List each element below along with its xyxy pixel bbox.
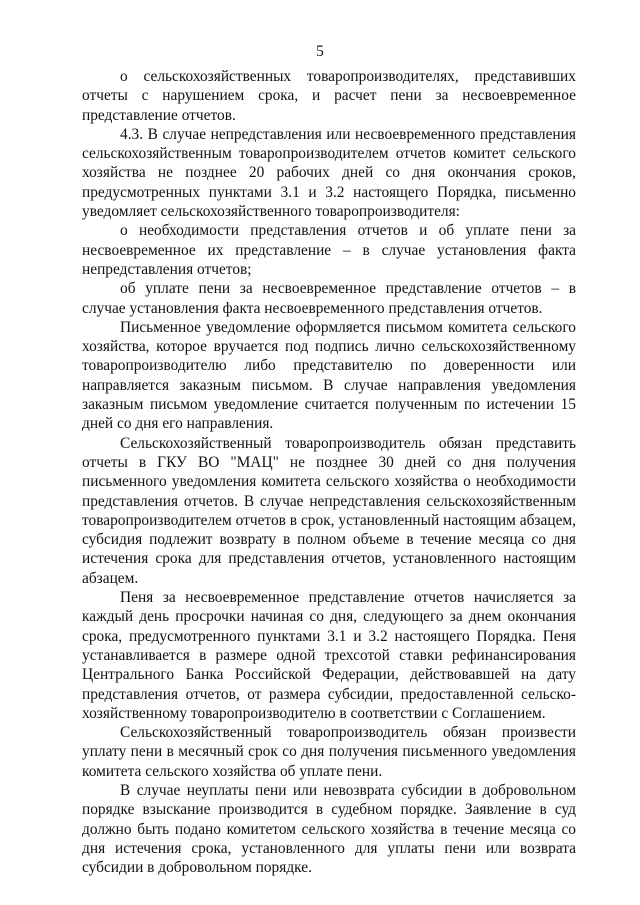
paragraph: о сельскохозяйственных товаропроизводителях, представивших отчеты с нарушением срока, и расчет пени за несвоевременное представление отчетов. [82, 68, 576, 124]
paragraph: об уплате пени за несвоевременное представление отчетов – в случае установления факта несвоевременного представления отчетов. [82, 280, 576, 317]
paragraph: 4.3. В случае непредставления или несвоевременного представления сельскохозяйственным товаропроизводителем отчетов комитет сельского хозяйства не позднее 20 рабочих дней со дня окончания сроков, предусмотренных пунктами 3.1 и 3.2 настоящего Порядка, письменно уведомляет сельскохозяйственного товаропроизводителя: [82, 125, 576, 221]
paragraph: Пеня за несвоевременное представление отчетов начисляется за каждый день просрочки начиная со дня, следующего за днем окончания срока, предусмотренного пунктами 3.1 и 3.2 настоящего Порядка. Пеня устанавливается в размере одной трехсотой ставки рефинансирования Центрального Банка Российской Федерации, действовавшей на дату представления отчетов, от размера субсидии, предоставленной сельско-хозяйственному товаропроизводителю в соответствии с Соглашением. [82, 589, 576, 722]
document-body [82, 67, 576, 877]
paragraph: Сельскохозяйственный товаропроизводитель обязан произвести уплату пени в месячный срок со дня получения письменного уведомления комитета сельского хозяйства об уплате пени. [82, 724, 576, 780]
paragraph: Письменное уведомление оформляется письмом комитета сельского хозяйства, которое вручается под подпись лично сельскохозяйственному товаропроизводителю либо представителю по доверенности или направляется заказным письмом. В случае направления уведомления заказным письмом уведомление считается полученным по истечении 15 дней со дня его направления. [82, 318, 576, 433]
page-number: 5 [316, 43, 324, 60]
paragraph: Сельскохозяйственный товаропроизводитель обязан представить отчеты в ГКУ ВО "МАЦ" не позднее 30 дней со дня получения письменного уведомления комитета сельского хозяйства о необходимости представления отчетов. В случае непредставления сельскохозяйственным товаропроизводителем отчетов в срок, установленный настоящим абзацем, субсидия подлежит возврату в полном объеме в течение месяца со дня истечения срока для представления отчетов, установленного настоящим абзацем. [82, 434, 576, 587]
paragraph: В случае неуплаты пени или невозврата субсидии в добровольном порядке взыскание производится в судебном порядке. Заявление в суд должно быть подано комитетом сельского хозяйства в течение месяца со дня истечения срока, установленного для уплаты пени или возврата субсидии в добровольном порядке. [82, 781, 576, 877]
paragraph: о необходимости представления отчетов и об уплате пени за несвоевременное их представление – в случае установления факта непредставления отчетов; [82, 222, 576, 278]
